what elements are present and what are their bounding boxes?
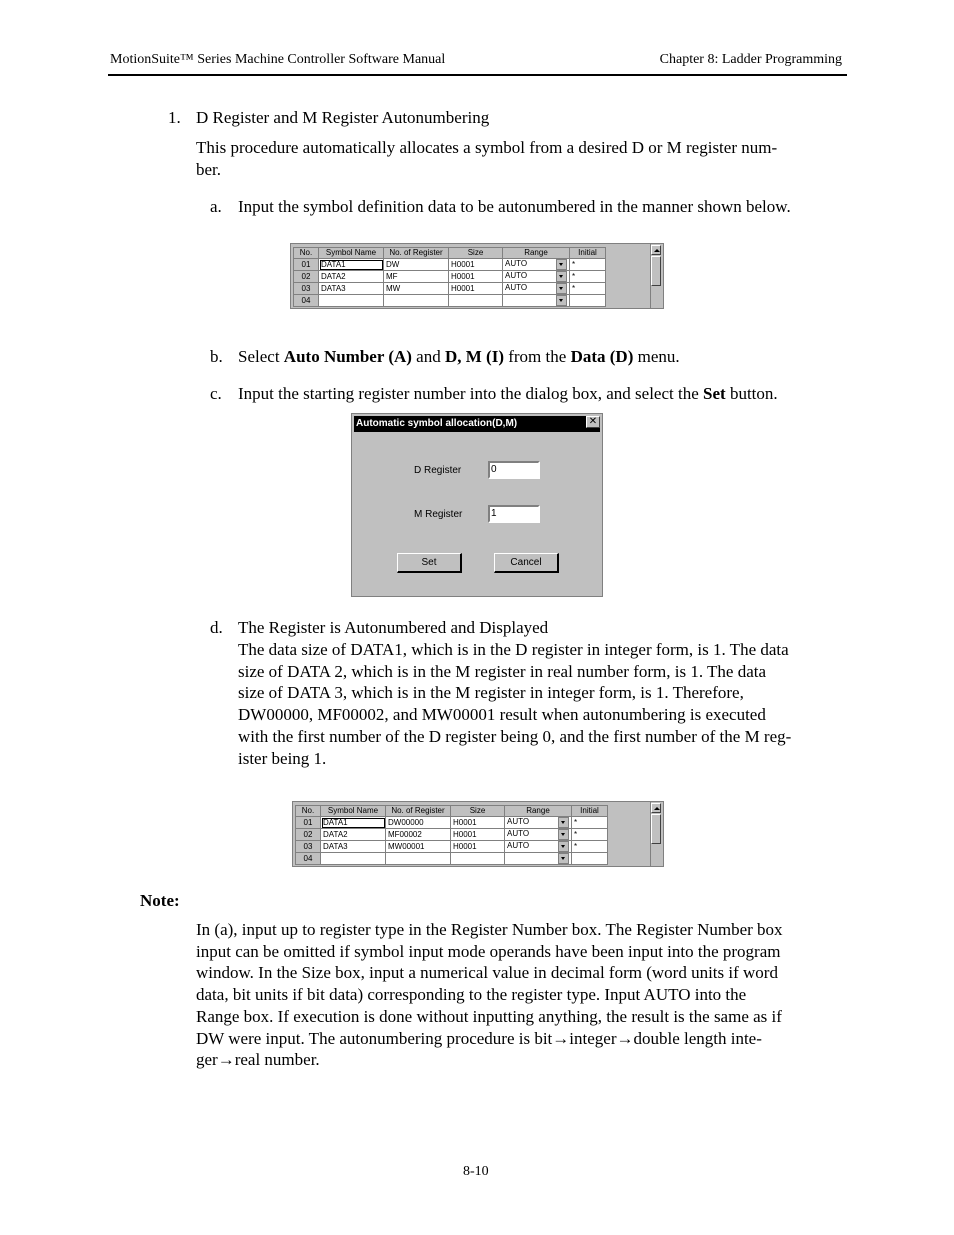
dialog-title: Automatic symbol allocation(D,M) [354,416,600,432]
intro-line-1: This procedure automatically allocates a symbol from a desired D or M register num- [196,138,778,157]
note-line: data, bit units if bit data) corresponding to the register type. Input AUTO into the [196,985,747,1004]
symbol-cell[interactable]: DATA2 [321,829,386,841]
m-register-label: M Register [414,509,463,520]
table-row[interactable] [294,271,606,283]
step-b-text [238,346,680,368]
size-cell[interactable]: H0001 [451,817,505,829]
step-b-part: and [411,347,445,366]
dropdown-arrow-icon[interactable] [556,295,567,306]
col-symbol-name: Symbol Name [319,248,384,259]
range-value: AUTO [507,841,530,850]
register-cell[interactable]: DW00000 [386,817,451,829]
col-symbol-name: Symbol Name [321,806,386,817]
header-rule [108,74,847,76]
initial-cell[interactable]: * [570,259,606,271]
scroll-thumb[interactable] [651,814,661,844]
col-no: No. [294,248,319,259]
range-cell[interactable] [505,841,572,853]
d-register-input[interactable]: 0 [488,461,540,479]
range-cell[interactable] [503,295,570,307]
symbol-cell[interactable]: DATA3 [319,283,384,295]
cancel-button[interactable]: Cancel [494,553,559,573]
initial-cell[interactable]: * [570,271,606,283]
symbol-table-after [292,801,664,867]
note-line: input can be omitted if symbol input mode operands have been input into the program [196,942,781,961]
col-initial: Initial [572,806,608,817]
range-cell[interactable] [505,817,572,829]
size-cell[interactable]: H0001 [449,271,503,283]
initial-cell[interactable]: * [572,817,608,829]
col-range: Range [505,806,572,817]
col-size: Size [451,806,505,817]
step-c-part: Input the starting register number into the dialog box, and select the [238,384,704,403]
size-cell[interactable] [451,853,505,865]
row-number: 01 [294,259,319,271]
step-a-label: a. [210,197,222,216]
set-keyword: Set [703,384,726,403]
step-d-line: size of DATA 2, which is in the M register in real number form, is 1. The data [238,662,767,681]
range-value: AUTO [507,817,530,826]
symbol-cell[interactable] [319,295,384,307]
size-cell[interactable]: H0001 [451,829,505,841]
register-cell[interactable]: MF [384,271,449,283]
table-row[interactable] [296,853,608,865]
symbol-grid [293,247,606,307]
col-range: Range [503,248,570,259]
note-line: In (a), input up to register type in the Register Number box. The Register Number box [196,920,783,939]
scroll-up-icon[interactable] [651,245,661,255]
intro-line-2: ber. [196,160,222,179]
step-c-part: button. [725,384,778,403]
step-d-title: The Register is Autonumbered and Displayed [238,618,549,637]
range-value: AUTO [505,271,528,280]
set-button[interactable]: Set [397,553,462,573]
symbol-cell[interactable]: DATA2 [319,271,384,283]
register-cell[interactable]: MF00002 [386,829,451,841]
row-number: 04 [294,295,319,307]
vertical-scrollbar[interactable] [650,802,662,866]
size-cell[interactable]: H0001 [449,259,503,271]
row-number: 03 [296,841,321,853]
note-line: window. In the Size box, input a numerical value in decimal form (word units if word [196,963,778,982]
step-d-line: with the first number of the D register being 0, and the first number of the M reg- [238,727,792,746]
col-size: Size [449,248,503,259]
size-cell[interactable] [449,295,503,307]
dropdown-arrow-icon[interactable] [558,829,569,840]
register-cell[interactable]: MW [384,283,449,295]
step-b-label: b. [210,347,223,366]
initial-cell[interactable]: * [572,829,608,841]
dropdown-arrow-icon[interactable] [558,817,569,828]
note-line: Range box. If execution is done without inputting anything, the result is the same as if [196,1007,782,1026]
table-row[interactable] [296,817,608,829]
step-d-line: ister being 1. [238,749,327,768]
dropdown-arrow-icon[interactable] [558,853,569,864]
col-register: No. of Register [386,806,451,817]
step-c-text [238,383,778,405]
row-number: 04 [296,853,321,865]
dropdown-arrow-icon[interactable] [558,841,569,852]
row-number: 01 [296,817,321,829]
step-a-text: Input the symbol definition data to be autonumbered in the manner shown below. [238,197,791,216]
section-title: D Register and M Register Autonumbering [196,108,490,127]
size-cell[interactable]: H0001 [451,841,505,853]
note-heading: Note: [140,891,180,910]
register-cell[interactable]: MW00001 [386,841,451,853]
table-row[interactable] [294,295,606,307]
range-cell[interactable] [505,853,572,865]
section-number: 1. [168,108,181,127]
step-d-line: The data size of DATA1, which is in the D register in integer form, is 1. The data [238,640,789,659]
scroll-thumb[interactable] [651,256,661,286]
range-value: AUTO [507,829,530,838]
row-number: 02 [296,829,321,841]
dropdown-arrow-icon[interactable] [556,271,567,282]
register-cell[interactable] [386,853,451,865]
initial-cell[interactable] [570,295,606,307]
table-row[interactable] [296,829,608,841]
range-value: AUTO [505,259,528,268]
range-cell[interactable] [503,283,570,295]
symbol-cell[interactable] [321,853,386,865]
step-d-label: d. [210,618,223,637]
chapter-title: Chapter 8: Ladder Programming [659,52,842,67]
auto-symbol-dialog [351,413,603,597]
row-number: 02 [294,271,319,283]
note-line: DW were input. The autonumbering procedure is bit→integer→double length inte- [196,1029,762,1048]
page-number: 8-10 [463,1164,489,1179]
col-initial: Initial [570,248,606,259]
table-row[interactable] [296,841,608,853]
step-d-line: size of DATA 3, which is in the M register in integer form, is 1. Therefore, [238,683,744,702]
initial-cell[interactable]: * [570,283,606,295]
menu-data: Data (D) [570,347,634,366]
menu-auto-number: Auto Number (A) [283,347,412,366]
step-b-part: Select [238,347,284,366]
col-no: No. [296,806,321,817]
symbol-cell[interactable]: DATA1 [319,259,384,271]
step-d-line: DW00000, MF00002, and MW00001 result when autonumbering is executed [238,705,766,724]
d-register-label: D Register [414,465,462,476]
range-value: AUTO [505,283,528,292]
symbol-cell[interactable]: DATA3 [321,841,386,853]
scroll-up-icon[interactable] [651,803,661,813]
menu-d-m: D, M (I) [444,347,504,366]
m-register-input[interactable]: 1 [488,505,540,523]
note-line: ger→real number. [196,1050,320,1069]
symbol-table-before [290,243,664,309]
vertical-scrollbar[interactable] [650,244,662,308]
row-number: 03 [294,283,319,295]
initial-cell[interactable] [572,853,608,865]
symbol-cell[interactable]: DATA1 [321,817,386,829]
step-b-part: from the [503,347,571,366]
range-cell[interactable] [505,829,572,841]
register-cell[interactable] [384,295,449,307]
step-c-label: c. [210,384,222,403]
symbol-grid [295,805,608,865]
register-cell[interactable]: DW [384,259,449,271]
size-cell[interactable]: H0001 [449,283,503,295]
table-row[interactable] [294,283,606,295]
step-b-part: menu. [633,347,680,366]
range-cell[interactable] [503,271,570,283]
table-row[interactable] [294,259,606,271]
close-icon[interactable]: ✕ [586,416,600,428]
col-register: No. of Register [384,248,449,259]
dropdown-arrow-icon[interactable] [556,283,567,294]
dropdown-arrow-icon[interactable] [556,259,567,270]
initial-cell[interactable]: * [572,841,608,853]
range-cell[interactable] [503,259,570,271]
manual-title: MotionSuite™ Series Machine Controller Software Manual [110,52,446,67]
